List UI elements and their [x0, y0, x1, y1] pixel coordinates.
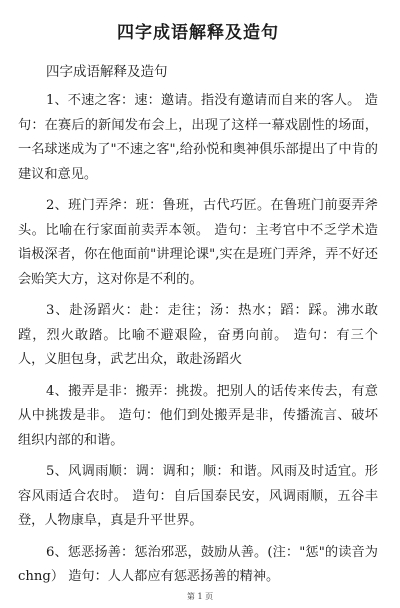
page-number-footer: 第 1 页 [186, 592, 214, 601]
idiom-paragraph-1: 1、不速之客：速：邀请。指没有邀请而自来的客人。 造句：在赛后的新闻发布会上，出现了这样一幕戏剧性的场面，一名球迷成为了"不速之客",给孙悦和奥神俱乐部提出了中肯的建议和意见。 [18, 93, 378, 182]
idiom-paragraph-5: 5、风调雨顺：调：调和；顺：和谐。风雨及时适宜。形容风雨适合农时。 造句：自后国泰民安，风调雨顺，五谷丰登，人物康阜，真是升平世界。 [18, 464, 378, 528]
document-subtitle: 四字成语解释及造句 [46, 64, 168, 80]
idiom-paragraph-4: 4、搬弄是非：搬弄：挑拨。把别人的话传来传去，有意从中挑拨是非。 造句：他们到处搬弄是非，传播流言、破坏组织内部的和谐。 [18, 383, 378, 448]
idiom-paragraph-6: 6、惩恶扬善：惩治邪恶，鼓励从善。(注："惩"的读音为chng） 造句：人人都应有惩恶扬善的精神。 [18, 544, 378, 584]
idiom-paragraph-3: 3、赴汤蹈火：赴：走往；汤：热水；蹈：踩。沸水敢蹚，烈火敢踏。比喻不避艰险，奋勇向前。 造句：有三个人，义胆包身，武艺出众，敢赴汤蹈火 [18, 303, 378, 367]
idiom-paragraph-2: 2、班门弄斧：班：鲁班，古代巧匠。在鲁班门前耍弄斧头。比喻在行家面前卖弄本领。 造句：主考官中不乏学术造诣极深者，你在他面前"讲理论课",实在是班门弄斧，弄不好还会贻笑大方，这对你是不利的。 [18, 198, 378, 287]
document-title: 四字成语解释及造句 [117, 23, 279, 43]
